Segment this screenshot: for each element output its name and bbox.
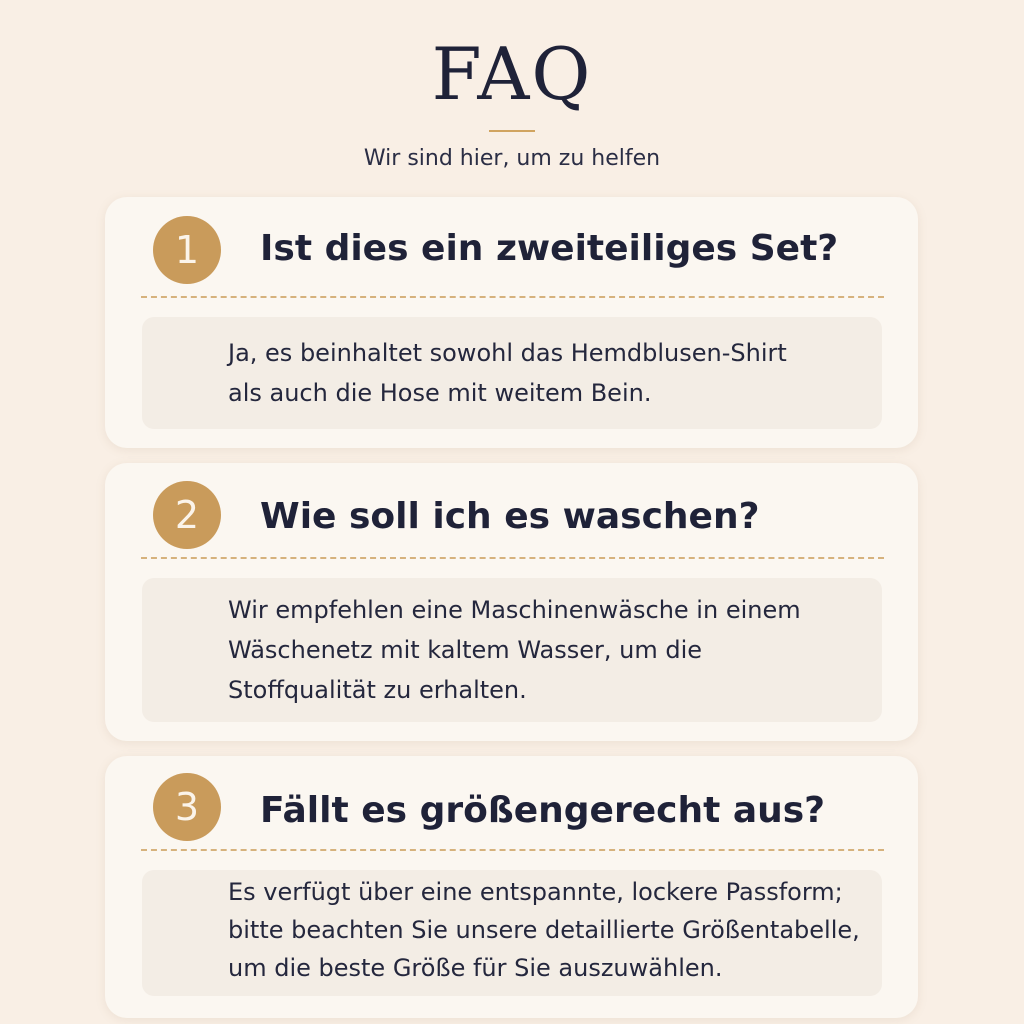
- answer-panel: [142, 317, 882, 429]
- title-underline: [489, 130, 535, 132]
- dashed-divider: [141, 557, 884, 559]
- answer-panel: [142, 578, 882, 722]
- faq-item-1[interactable]: [105, 197, 918, 448]
- number-badge: 1: [153, 216, 221, 284]
- faq-item-2[interactable]: [105, 463, 918, 741]
- faq-question[interactable]: Wie soll ich es waschen?: [260, 496, 760, 537]
- faq-answer: [228, 873, 862, 987]
- answer-line: Ja, es beinhaltet sowohl das Hemdblusen-Shirt: [228, 339, 787, 367]
- answer-line: als auch die Hose mit weitem Bein.: [228, 379, 652, 407]
- faq-answer: [228, 333, 862, 413]
- number-badge: 2: [153, 481, 221, 549]
- answer-line: um die beste Größe für Sie auszuwählen.: [228, 954, 723, 982]
- answer-line: Wäschenetz mit kaltem Wasser, um die: [228, 636, 702, 664]
- answer-line: Wir empfehlen eine Maschinenwäsche in einem: [228, 596, 801, 624]
- faq-item-3[interactable]: [105, 756, 918, 1018]
- faq-question[interactable]: Fällt es größengerecht aus?: [260, 790, 826, 831]
- dashed-divider: [141, 296, 884, 298]
- page-subtitle: Wir sind hier, um zu helfen: [363, 146, 661, 171]
- faq-question[interactable]: Ist dies ein zweiteiliges Set?: [260, 228, 839, 269]
- faq-header: [0, 0, 1024, 190]
- page-title: FAQ: [431, 32, 593, 116]
- dashed-divider: [141, 849, 884, 851]
- answer-line: Stoffqualität zu erhalten.: [228, 676, 527, 704]
- answer-panel: [142, 870, 882, 996]
- faq-answer: [228, 590, 862, 710]
- answer-line: Es verfügt über eine entspannte, lockere Passform;: [228, 878, 843, 906]
- number-badge: 3: [153, 773, 221, 841]
- answer-line: bitte beachten Sie unsere detaillierte Größentabelle,: [228, 916, 860, 944]
